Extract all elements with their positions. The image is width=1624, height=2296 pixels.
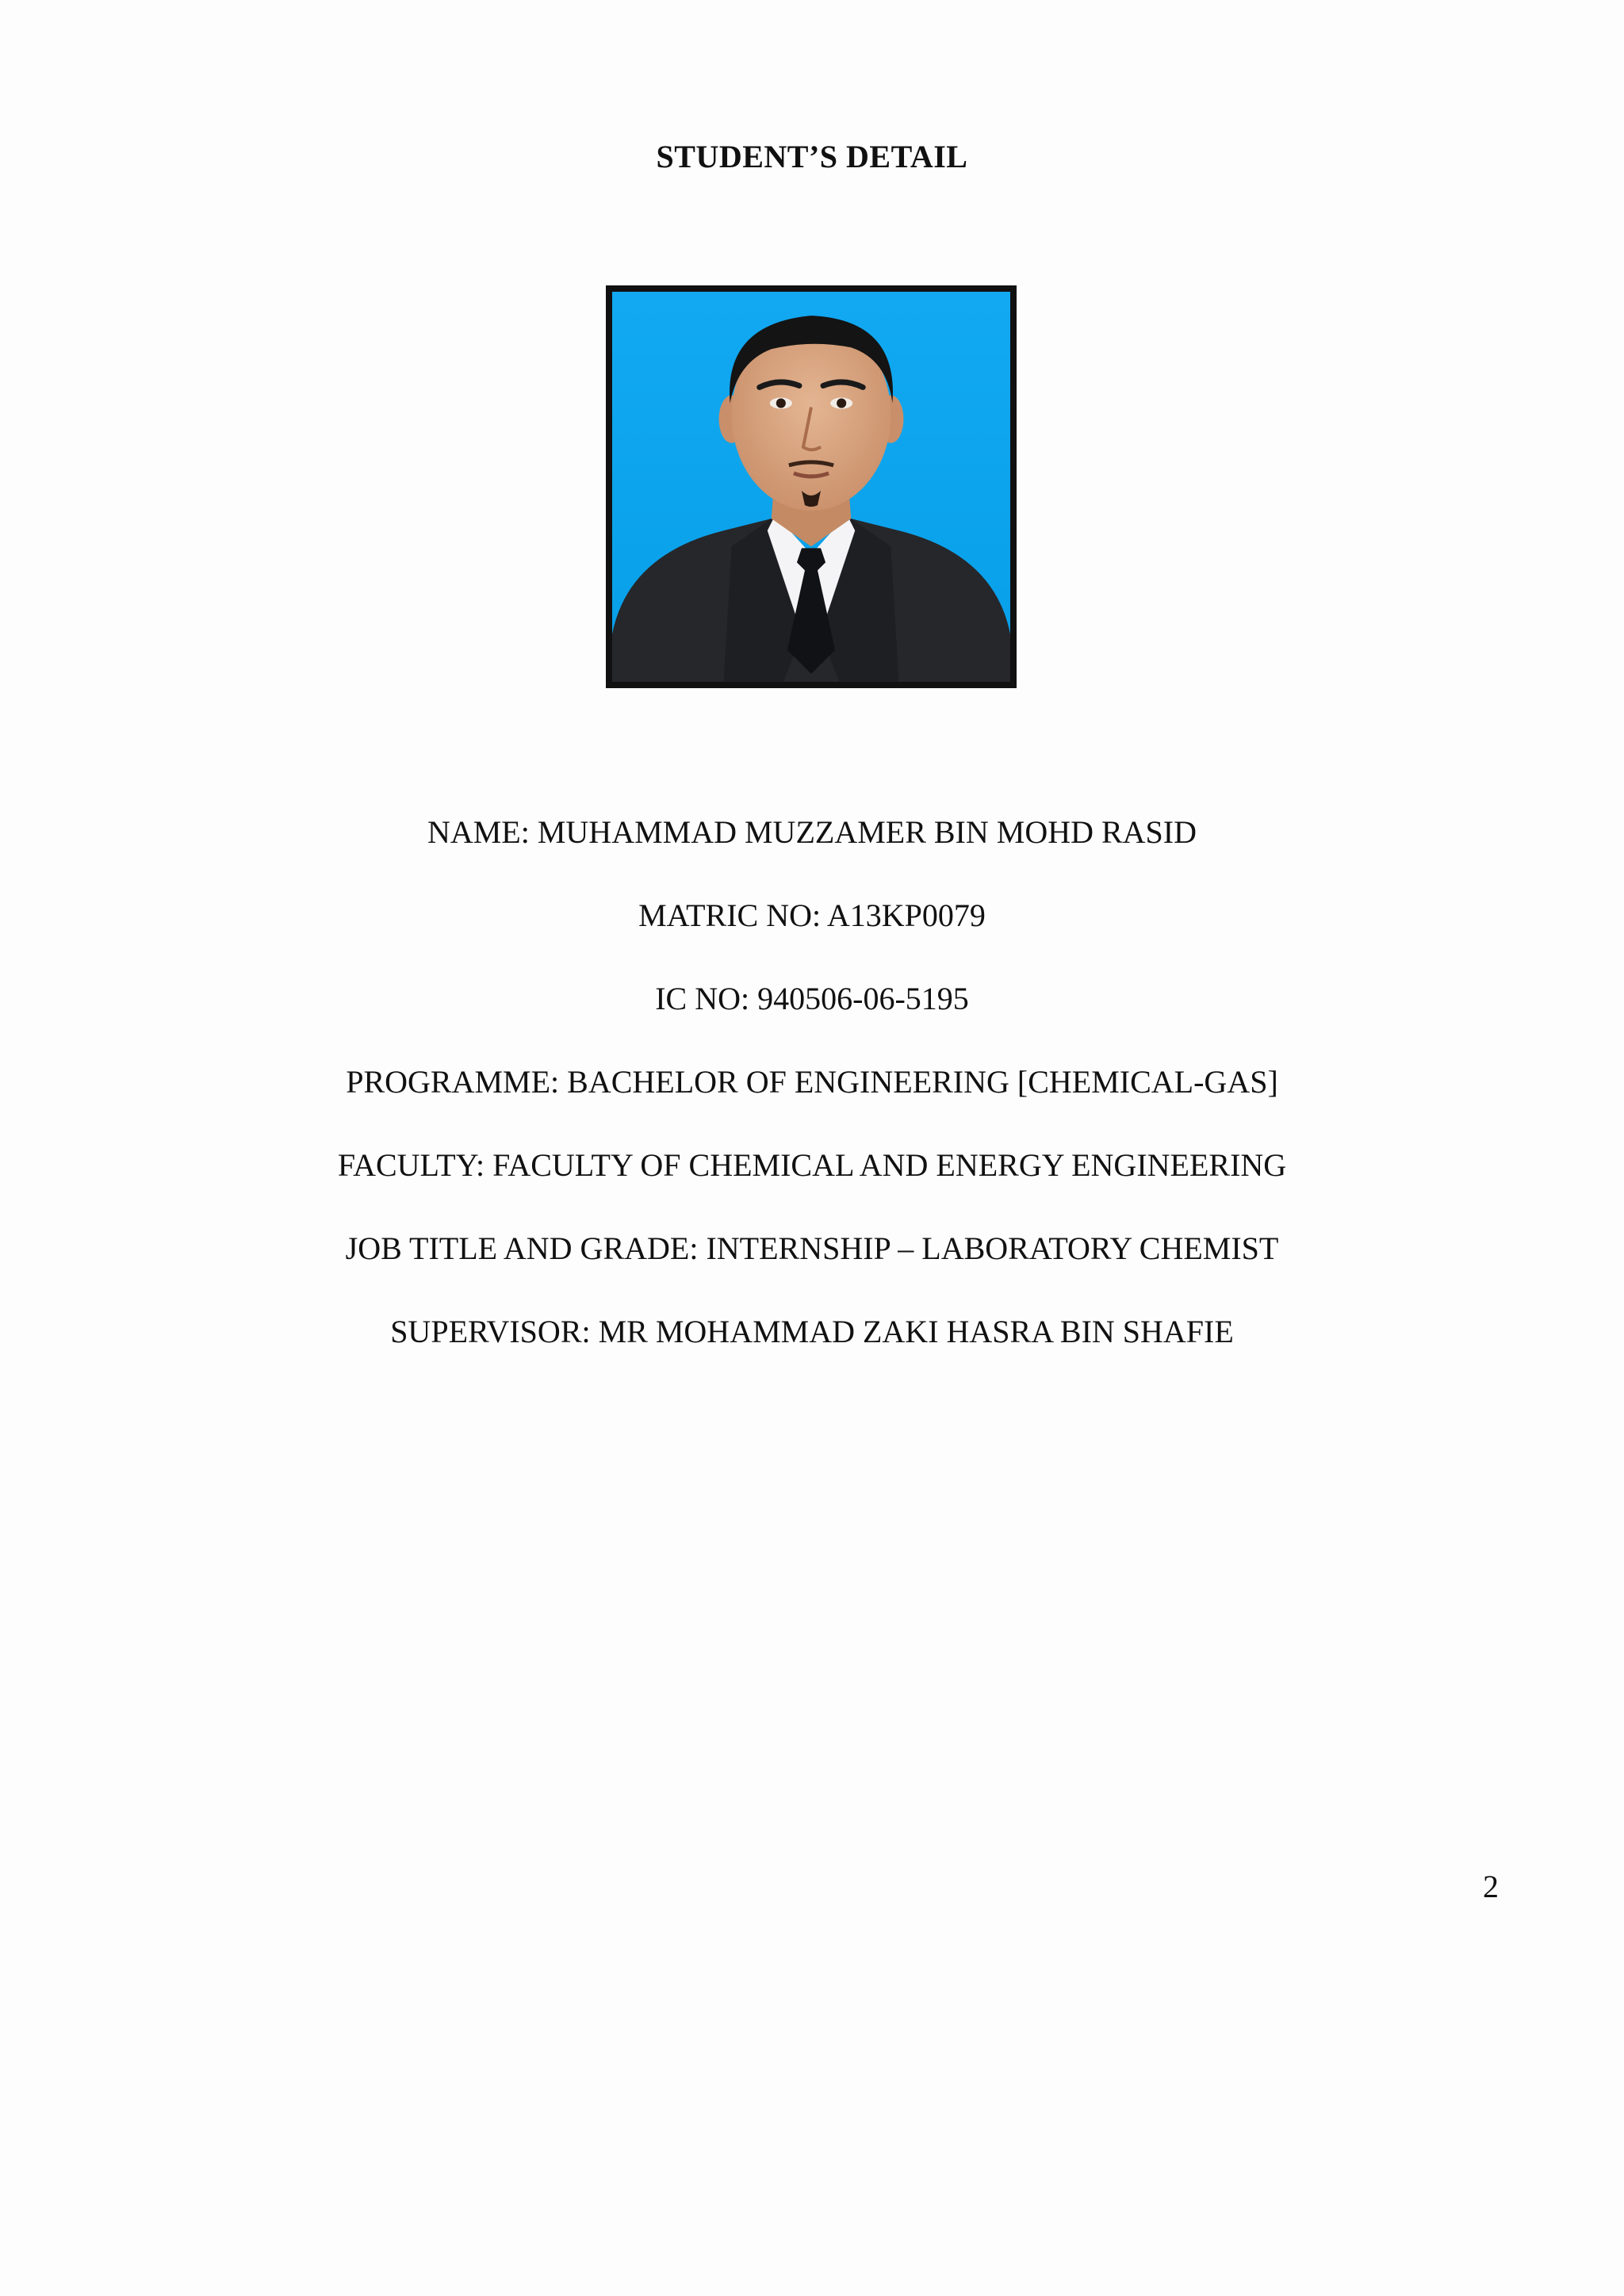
detail-name: NAME: MUHAMMAD MUZZAMER BIN MOHD RASID bbox=[427, 814, 1197, 850]
detail-supervisor: SUPERVISOR: MR MOHAMMAD ZAKI HASRA BIN SHAFIE bbox=[390, 1314, 1234, 1349]
student-photo bbox=[612, 292, 1010, 682]
detail-programme: PROGRAMME: BACHELOR OF ENGINEERING [CHEMICAL-GAS] bbox=[346, 1064, 1278, 1100]
student-photo-frame bbox=[606, 285, 1017, 688]
detail-ic-no: IC NO: 940506-06-5195 bbox=[655, 981, 969, 1016]
page-title: STUDENT’S DETAIL bbox=[656, 139, 968, 174]
page-number: 2 bbox=[1483, 1869, 1499, 1904]
detail-faculty: FACULTY: FACULTY OF CHEMICAL AND ENERGY ENGINEERING bbox=[337, 1147, 1287, 1183]
detail-matric-no: MATRIC NO: A13KP0079 bbox=[638, 897, 986, 933]
detail-job-title: JOB TITLE AND GRADE: INTERNSHIP – LABORATORY CHEMIST bbox=[345, 1230, 1279, 1266]
